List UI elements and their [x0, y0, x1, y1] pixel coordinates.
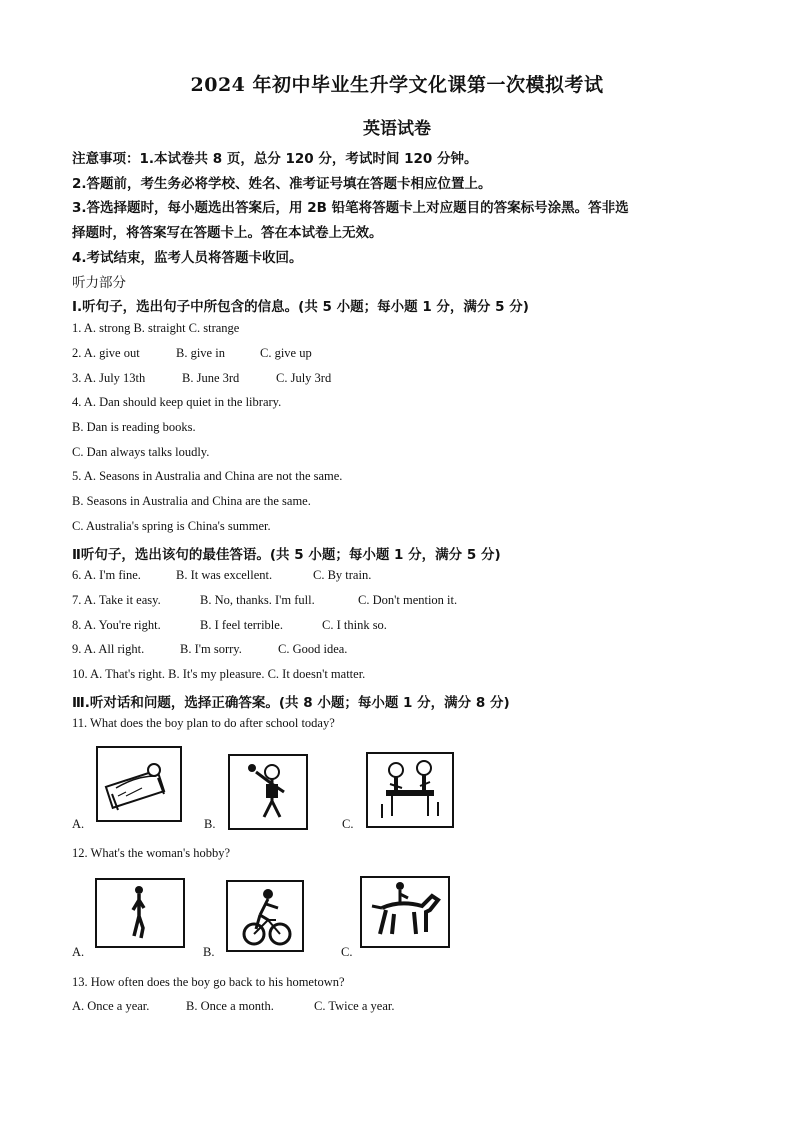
option-a: 8. A. You're right. — [72, 618, 161, 632]
bicycle-icon — [228, 882, 302, 950]
option-c: C. Don't mention it. — [358, 593, 458, 607]
question-line: 1. A. strong B. straight C. strange — [72, 321, 240, 335]
option-a: 7. A. Take it easy. — [72, 593, 161, 607]
question-line: 11. What does the boy plan to do after school today? — [72, 716, 335, 730]
option-line: B. Dan is reading books. — [72, 420, 196, 434]
option-b: B. June 3rd — [182, 371, 240, 385]
option-b: B. Once a month. — [186, 999, 274, 1013]
section-heading: Ⅱ听句子，选出该句的最佳答语。(共 5 小题；每小题 1 分，满分 5 分) — [72, 547, 501, 563]
option-b: B. I'm sorry. — [180, 642, 242, 656]
option-b: B. I feel terrible. — [200, 618, 283, 632]
option-b: B. It was excellent. — [176, 568, 273, 582]
exam-title: 2024 年初中毕业生升学文化课第一次模拟考试 — [190, 74, 604, 96]
picture-label: B. — [203, 945, 215, 959]
bed-icon — [98, 748, 180, 820]
question-line — [72, 371, 331, 386]
question-line — [72, 999, 394, 1014]
option-a: 2. A. give out — [72, 346, 140, 360]
exam-subtitle: 英语试卷 — [363, 119, 431, 139]
picture-label: C. — [342, 817, 354, 831]
two-people-eating-picture — [366, 752, 454, 828]
option-line: C. Dan always talks loudly. — [72, 445, 210, 459]
question-line: 13. How often does the boy go back to his hometown? — [72, 975, 345, 989]
picture-label: A. — [72, 945, 85, 959]
basketball-player-icon — [230, 756, 306, 828]
picture-label: B. — [204, 817, 216, 831]
question-line: 4. A. Dan should keep quiet in the library. — [72, 395, 282, 409]
option-c: C. By train. — [313, 568, 372, 582]
picture-label: A. — [72, 817, 85, 831]
question-line: 12. What's the woman's hobby? — [72, 846, 231, 860]
option-c: C. I think so. — [322, 618, 387, 632]
option-c: C. Twice a year. — [314, 999, 395, 1013]
option-c: C. July 3rd — [276, 371, 332, 385]
part-label: 听力部分 — [72, 275, 126, 291]
note-line: 4.考试结束，监考人员将答题卡收回。 — [72, 250, 303, 266]
running-picture — [95, 878, 185, 948]
runner-icon — [97, 880, 183, 946]
note-line: 择题时，将答案写在答题卡上。答在本试卷上无效。 — [72, 225, 383, 241]
horse-rider-icon — [362, 878, 448, 946]
picture-label: C. — [341, 945, 353, 959]
option-a: 9. A. All right. — [72, 642, 145, 656]
horse-riding-picture — [360, 876, 450, 948]
cycling-picture — [226, 880, 304, 952]
option-line: C. Australia's spring is China's summer. — [72, 519, 271, 533]
note-line: 注意事项：1.本试卷共 8 页，总分 120 分，考试时间 120 分钟。 — [72, 151, 478, 167]
section-heading: Ⅰ.听句子，选出句子中所包含的信息。(共 5 小题；每小题 1 分，满分 5 分) — [72, 299, 529, 315]
question-line: 10. A. That's right. B. It's my pleasure. C. It doesn't matter. — [72, 667, 366, 681]
question-line — [72, 642, 347, 657]
question-line — [72, 346, 312, 361]
option-line: B. Seasons in Australia and China are the same. — [72, 494, 311, 508]
option-a: A. Once a year. — [72, 999, 150, 1013]
question-line: 5. A. Seasons in Australia and China are not the same. — [72, 469, 343, 483]
option-b: B. No, thanks. I'm full. — [200, 593, 315, 607]
note-line: 2.答题前，考生务必将学校、姓名、准考证号填在答题卡相应位置上。 — [72, 176, 492, 192]
question-line — [72, 618, 387, 633]
option-c: C. give up — [260, 346, 312, 360]
option-a: 3. A. July 13th — [72, 371, 146, 385]
question-line — [72, 568, 371, 583]
playing-basketball-picture — [228, 754, 308, 830]
section-heading: Ⅲ.听对话和问题，选择正确答案。(共 8 小题；每小题 1 分，满分 8 分) — [72, 695, 510, 711]
option-b: B. give in — [176, 346, 225, 360]
dining-icon — [368, 754, 452, 826]
option-a: 6. A. I'm fine. — [72, 568, 141, 582]
option-c: C. Good idea. — [278, 642, 348, 656]
sleeping-in-bed-picture — [96, 746, 182, 822]
note-line: 3.答选择题时，每小题选出答案后，用 2B 铅笔将答题卡上对应题目的答案标号涂黑。答非选 — [72, 200, 629, 216]
question-line — [72, 593, 457, 608]
